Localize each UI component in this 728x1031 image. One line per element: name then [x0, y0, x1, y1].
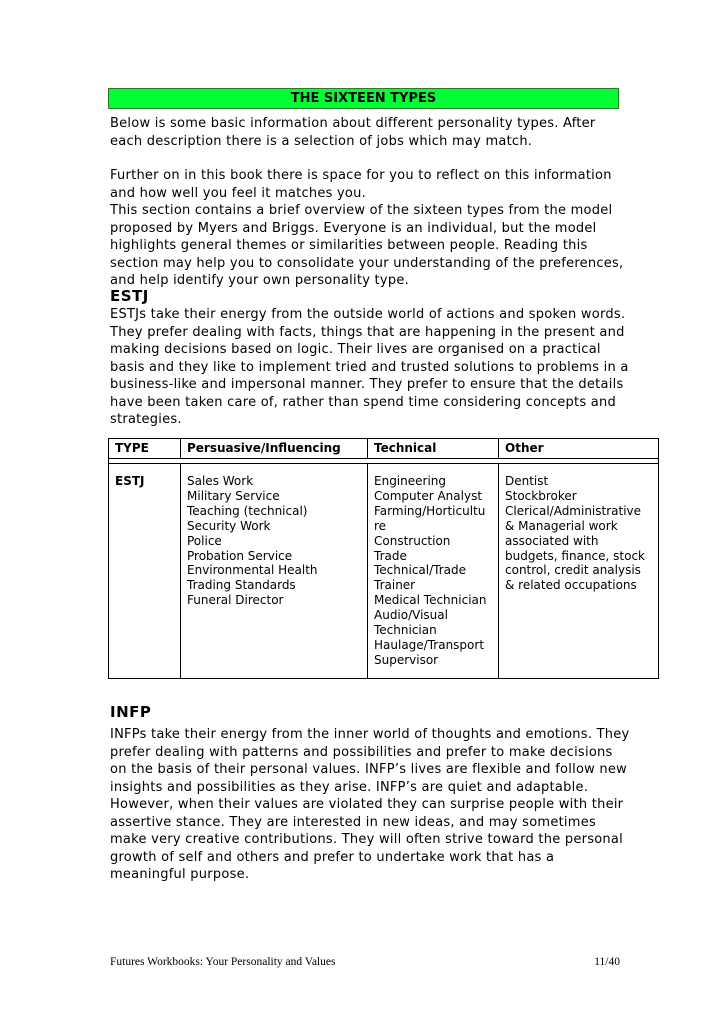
cell-line: Technical/Trade — [374, 563, 466, 578]
cell-line: Haulage/Transport — [374, 637, 485, 652]
cell-line: Medical Technician — [374, 593, 487, 608]
infp-description: INFPs take their energy from the inner world of thoughts and emotions. They prefer dealing with patterns and possibilities and prefer to make decisions on the basis of their personal values. INFP’s lives are flexible and follow new insights and possibilities as they arise. INFP’s are quiet and adaptable. However, when their values are violated they can surprise people with their assertive stance. They are interested in new ideas, and may sometimes make very creative contributions. They will often strive toward the personal growth of self and others and prefer to undertake work that has a meaningful purpose. — [110, 727, 630, 882]
cell-line: Probation Service — [187, 548, 293, 563]
cell-line: Clerical/Administrative — [505, 503, 642, 518]
intro-paragraph-1: Below is some basic information about different personality types. After each description there is a selection of jobs which may match. — [110, 116, 596, 149]
cell-line: re — [374, 518, 387, 533]
table-cell-persuasive — [181, 464, 368, 679]
cell-line: associated with — [505, 533, 599, 548]
cell-line: & Managerial work — [505, 518, 618, 533]
cell-line: Dentist — [505, 474, 549, 488]
cell-line: control, credit analysis — [505, 563, 641, 578]
table-header-other: Other — [499, 439, 659, 459]
table-row — [109, 464, 659, 679]
cell-line: Trade — [374, 548, 407, 563]
cell-line: Stockbroker — [505, 488, 577, 503]
table-cell-type: ESTJ — [109, 464, 181, 679]
estj-heading: ESTJ — [110, 287, 149, 305]
cell-line: Environmental Health — [187, 563, 318, 578]
table-cell-other — [499, 464, 659, 679]
intro-paragraph-3: This section contains a brief overview of the sixteen types from the model proposed by Myers and Briggs. Everyone is an individual, but the model highlights general themes or similarities between people. Reading this section may help you to consolidate your understanding of the preferences, and help identify your own personality type. — [110, 203, 624, 288]
jobs-table — [108, 438, 659, 679]
cell-line: Sales Work — [187, 474, 254, 488]
footer-title: Futures Workbooks: Your Personality and Values — [110, 956, 336, 968]
infp-heading: INFP — [110, 703, 152, 721]
cell-line: Trading Standards — [187, 578, 296, 593]
cell-line: Technician — [374, 623, 437, 638]
cell-line: Trainer — [374, 578, 416, 593]
cell-line: Teaching (technical) — [187, 503, 308, 518]
cell-line: Farming/Horticultu — [374, 503, 486, 518]
cell-line: Audio/Visual — [374, 608, 448, 623]
section-title: THE SIXTEEN TYPES — [290, 91, 437, 106]
page-number: 11/40 — [594, 956, 620, 968]
cell-line: & related occupations — [505, 578, 637, 593]
estj-description: ESTJs take their energy from the outside world of actions and spoken words. They prefer dealing with facts, things that are happening in the present and making decisions based on logic. Their lives are organised on a practical basis and they like to implement tried and trusted solutions to problems in a business-like and impersonal manner. They prefer to ensure that the details have been taken care of, rather than spend time considering concepts and strategies. — [110, 307, 629, 427]
table-cell-technical — [368, 464, 499, 679]
cell-line: budgets, finance, stock — [505, 548, 646, 563]
cell-line: Construction — [374, 533, 451, 548]
table-header-persuasive: Persuasive/Influencing — [181, 439, 368, 459]
cell-line: Military Service — [187, 488, 280, 503]
table-header-technical: Technical — [368, 439, 499, 459]
cell-line: Computer Analyst — [374, 488, 483, 503]
cell-line: Security Work — [187, 518, 271, 533]
cell-line: Supervisor — [374, 652, 439, 667]
cell-line: Engineering — [374, 474, 446, 488]
cell-line: Funeral Director — [187, 593, 284, 608]
table-header-type: TYPE — [109, 439, 181, 459]
cell-line: Police — [187, 533, 222, 548]
section-title-banner — [108, 88, 619, 109]
intro-paragraph-2: Further on in this book there is space for you to reflect on this information and how well you feel it matches you. — [110, 168, 612, 201]
